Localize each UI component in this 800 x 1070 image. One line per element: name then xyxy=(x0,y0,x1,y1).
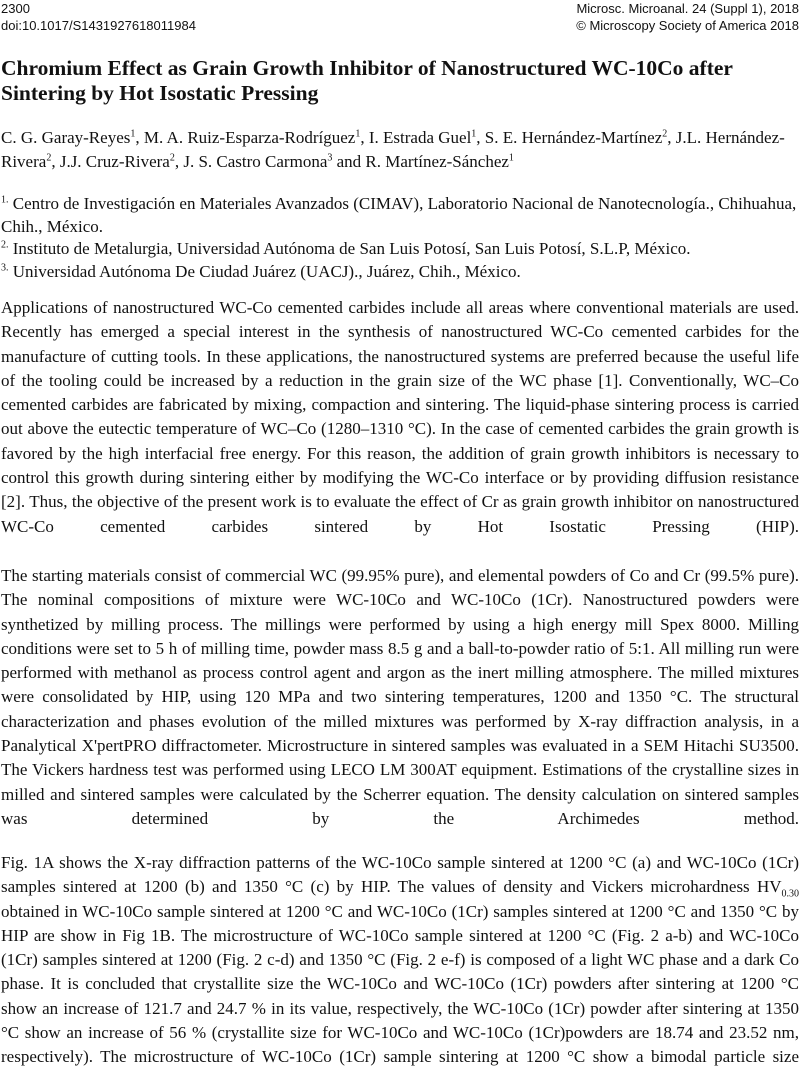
author: M. A. Ruiz-Esparza-Rodríguez$^1$, xyxy=(143,128,369,147)
author: I. Estrada Guel$^1$, xyxy=(368,128,485,147)
author: J. S. Castro Carmona$^3$ and xyxy=(183,152,366,171)
author: J.J. Cruz-Rivera$^2$, xyxy=(59,152,184,171)
author-list xyxy=(1,126,799,174)
results-paragraph: Fig. 1A shows the X-ray diffraction patterns of the WC-10Co sample sintered at 1200 °C (a) and WC-10Co (1Cr) samples sintered at 1200 (b) and 1350 °C (c) by HIP. The values of density and Vickers microhardness $HV_{0.30}$ obtained in WC-10Co sample sintered at 1200 °C and WC-10Co (1Cr) samples sintered at 1200 °C and 1350 °C by HIP are show in Fig 1B. The microstructure of WC-10Co sample sintered at 1200 °C (Fig. 2 a-b) and WC-10Co (1Cr) samples sintered at 1200 (Fig. 2 c-d) and 1350 °C (Fig. 2 e-f) is composed of a light WC phase and a dark Co phase. It is concluded that crystallite size the WC-10Co and WC-10Co (1Cr) powders after sintering at 1200 °C show an increase of 121.7 and 24.7 % in its value, respectively, the WC-10Co (1Cr) powder after sintering at 1350 °C show an increase of 56 % (crystallite size for WC-10Co and WC-10Co (1Cr)powders are 18.74 and 23.52 nm, respectively). The microstructure of WC-10Co (1Cr) sample sintering at 1200 °C show a bimodal particle size xyxy=(1,853,799,1067)
header-left xyxy=(1,0,196,34)
affiliation-3: $^{3.}$ Universidad Autónoma De Ciudad Juárez (UACJ)., Juárez, Chih., México. xyxy=(1,262,521,281)
affiliation-2: $^{2.}$ Instituto de Metalurgia, Universidad Autónoma de San Luis Potosí, San Luis Potosí, S.L.P, México. xyxy=(1,239,691,258)
author: C. G. Garay-Reyes$^1$, xyxy=(1,128,144,147)
methods-paragraph: The starting materials consist of commercial WC (99.95% pure), and elemental powders of Co and Cr (99.5% pure). The nominal compositions of mixture were WC-10Co and WC-10Co (1Cr). Nanostructured powders were synthetized by milling process. The millings were performed by using a high energy mill Spex 8000. Milling conditions were set to 5 h of milling time, powder mass 8.5 g and a ball-to-powder ratio of 5:1. All milling run were performed with methanol as process control agent and argon as the inert milling atmosphere. The milled mixtures were consolidated by HIP, using 120 MPa and two sintering temperatures, 1200 and 1350 °C. The structural characterization and phases evolution of the milled mixtures was performed by X-ray diffraction analysis, in a Panalytical X'pertPRO diffractometer. Microstructure in sintered samples was evaluated in a SEM Hitachi SU3500. The Vickers hardness test was performed using LECO LM 300AT equipment. Estimations of the crystalline sizes in milled and sintered samples were calculated by the Scherrer equation. The density calculation on sintered samples was determined by the Archimedes method. xyxy=(1,566,799,828)
introduction-paragraph: Applications of nanostructured WC-Co cemented carbides include all areas where conventional materials are used. Recently has emerged a special interest in the synthesis of nanostructured WC-Co cemented carbides for the manufacture of cutting tools. In these applications, the nanostructured systems are preferred because the useful life of the tooling could be increased by a reduction in the grain size of the WC phase [1]. Conventionally, WC–Co cemented carbides are fabricated by mixing, compaction and sintering. The liquid-phase sintering process is carried out above the eutectic temperature of WC–Co (1280–1310 °C). In the case of cemented carbides the grain growth is favored by the high interfacial free energy. For this reason, the addition of grain growth inhibitors is necessary to control this growth during sintering either by modifying the WC-Co interface or by providing diffusion resistance [2]. Thus, the objective of the present work is to evaluate the effect of Cr as grain growth inhibitor on nanostructured WC-Co cemented carbides sintered by Hot Isostatic Pressing (HIP). xyxy=(1,298,799,536)
author: R. Martínez-Sánchez$^1$ xyxy=(365,152,514,171)
header-right xyxy=(576,0,799,34)
journal-citation: Microsc. Microanal. 24 (Suppl 1), 2018 xyxy=(576,1,799,16)
author: S. E. Hernández-Martínez$^2$, xyxy=(484,128,676,147)
copyright: © Microscopy Society of America 2018 xyxy=(576,18,799,33)
affiliation-1: $^{1.}$ Centro de Investigación en Materiales Avanzados (CIMAV), Laboratorio Nacional de Nanotecnología., Chihuahua, Chih., México. xyxy=(1,194,797,236)
paper-title: Chromium Effect as Grain Growth Inhibitor of Nanostructured WC-10Co after Sintering by Hot Isostatic Pressing xyxy=(1,56,733,105)
author: J.L. Hernández-Rivera$^2$, xyxy=(1,128,785,171)
doi: doi:10.1017/S1431927618011984 xyxy=(1,18,196,33)
page-number: 2300 xyxy=(1,1,30,16)
